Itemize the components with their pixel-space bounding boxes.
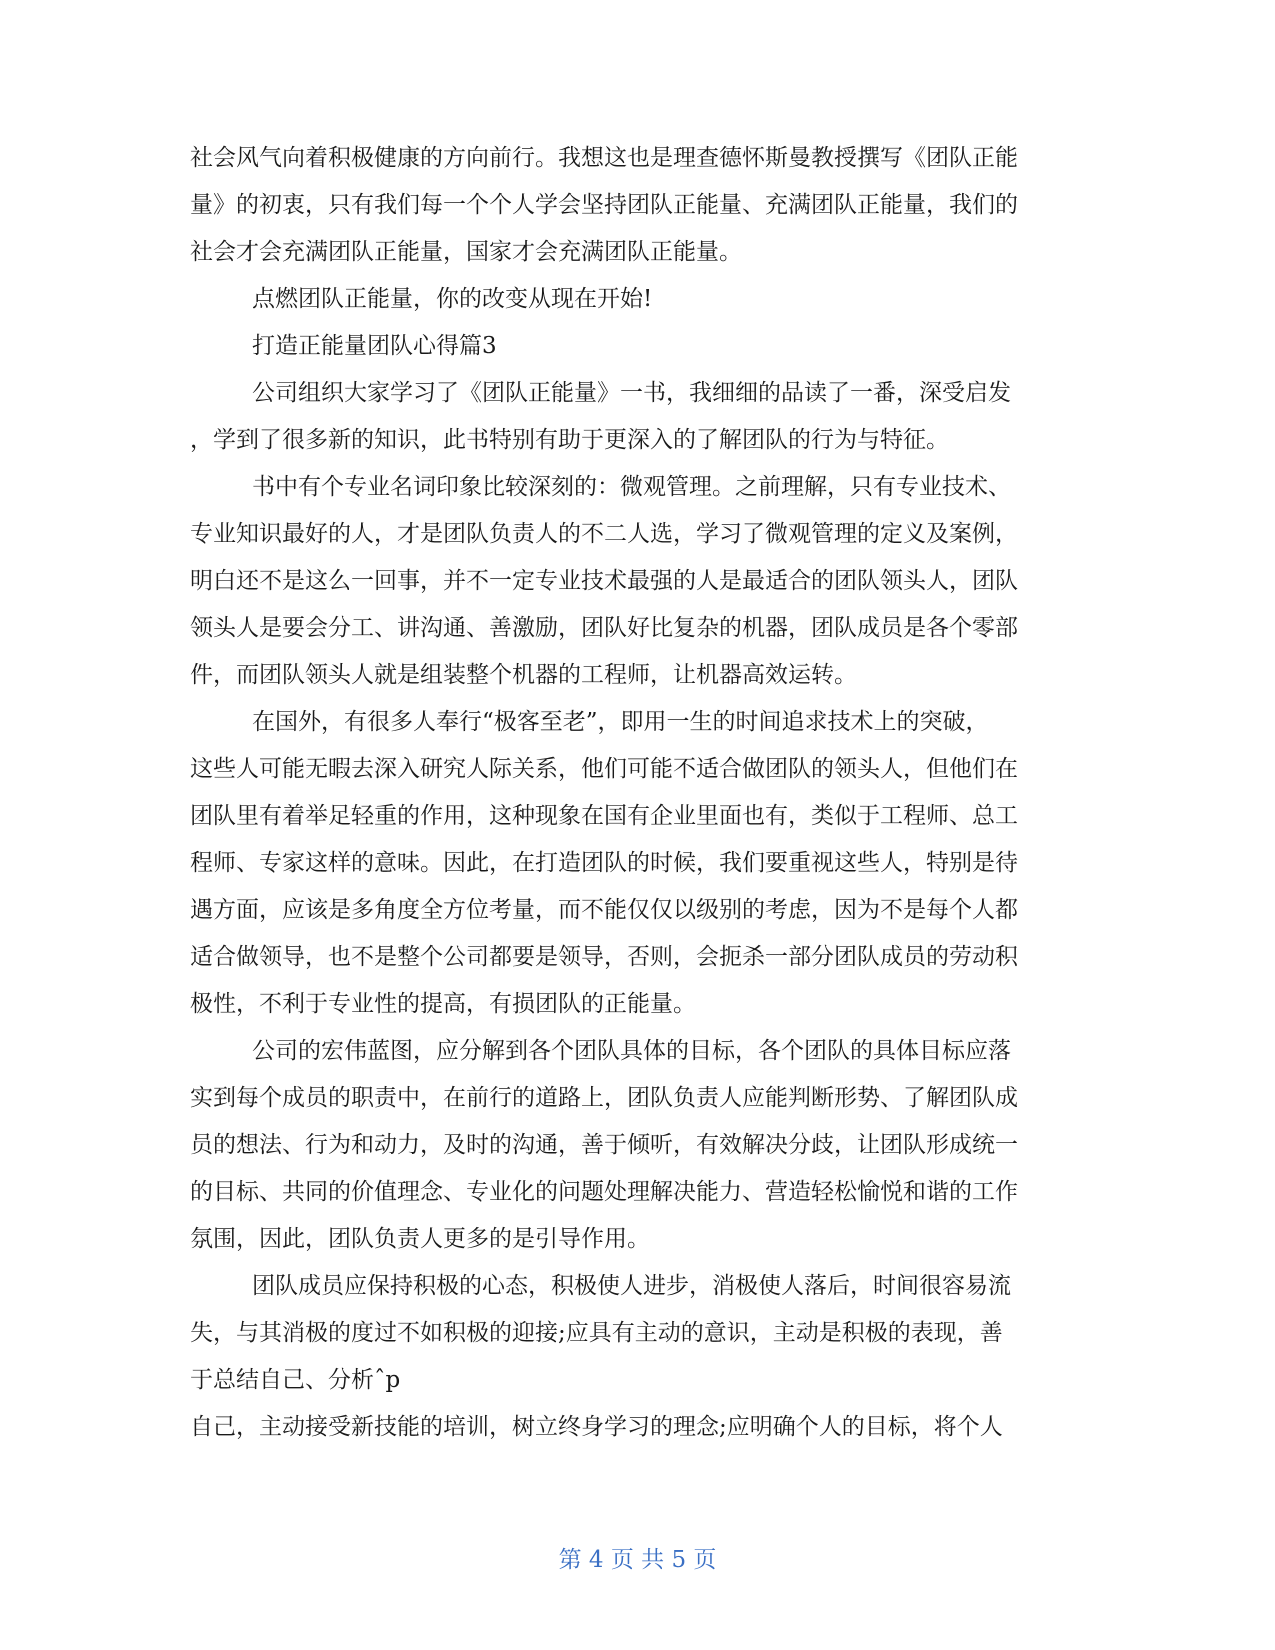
text-line: 适合做领导，也不是整个公司都要是领导，否则，会扼杀一部分团队成员的劳动积 <box>190 944 1018 970</box>
text-line: 这些人可能无暇去深入研究人际关系，他们可能不适合做团队的领头人，但他们在 <box>190 756 1018 782</box>
text-line: 件，而团队领头人就是组装整个机器的工程师，让机器高效运转。 <box>190 662 857 688</box>
text-line: 专业知识最好的人，才是团队负责人的不二人选，学习了微观管理的定义及案例， <box>190 521 1018 547</box>
text-line: 量》的初衷，只有我们每一个个人学会坚持团队正能量、充满团队正能量，我们的 <box>190 192 1018 218</box>
text-line: 明白还不是这么一回事，并不一定专业技术最强的人是最适合的团队领头人，团队 <box>190 568 1018 594</box>
text-line: 在国外，有很多人奉行“极客至老”，即用一生的时间追求技术上的突破， <box>252 709 989 735</box>
text-line: 社会才会充满团队正能量，国家才会充满团队正能量。 <box>190 239 742 265</box>
text-line: 点燃团队正能量，你的改变从现在开始! <box>252 286 653 312</box>
page-number-footer: 第 4 页 共 5 页 <box>558 1547 717 1573</box>
text-line: 公司的宏伟蓝图，应分解到各个团队具体的目标，各个团队的具体目标应落 <box>252 1038 1011 1064</box>
text-line: 实到每个成员的职责中，在前行的道路上，团队负责人应能判断形势、了解团队成 <box>190 1085 1018 1111</box>
text-line: ，学到了很多新的知识，此书特别有助于更深入的了解团队的行为与特征。 <box>190 427 949 453</box>
text-line: 的目标、共同的价值理念、专业化的问题处理解决能力、营造轻松愉悦和谐的工作 <box>190 1179 1018 1205</box>
section-heading: 打造正能量团队心得篇3 <box>252 333 497 359</box>
text-line: 公司组织大家学习了《团队正能量》一书，我细细的品读了一番，深受启发 <box>252 380 1011 406</box>
text-line: 团队里有着举足轻重的作用，这种现象在国有企业里面也有，类似于工程师、总工 <box>190 803 1018 829</box>
text-line: 程师、专家这样的意味。因此，在打造团队的时候，我们要重视这些人，特别是待 <box>190 850 1018 876</box>
text-line: 领头人是要会分工、讲沟通、善激励，团队好比复杂的机器，团队成员是各个零部 <box>190 615 1018 641</box>
text-line: 于总结自己、分析ˆp <box>190 1367 401 1393</box>
text-line: 团队成员应保持积极的心态，积极使人进步，消极使人落后，时间很容易流 <box>252 1273 1011 1299</box>
text-line: 员的想法、行为和动力，及时的沟通，善于倾听，有效解决分歧，让团队形成统一 <box>190 1132 1018 1158</box>
text-line: 遇方面，应该是多角度全方位考量，而不能仅仅以级别的考虑，因为不是每个人都 <box>190 897 1018 923</box>
text-line: 自己，主动接受新技能的培训，树立终身学习的理念;应明确个人的目标，将个人 <box>190 1414 1003 1440</box>
text-line: 社会风气向着积极健康的方向前行。我想这也是理查德怀斯曼教授撰写《团队正能 <box>190 145 1018 171</box>
text-line: 极性，不利于专业性的提高，有损团队的正能量。 <box>190 991 696 1017</box>
text-line: 书中有个专业名词印象比较深刻的：微观管理。之前理解，只有专业技术、 <box>252 474 1011 500</box>
text-line: 氛围，因此，团队负责人更多的是引导作用。 <box>190 1226 650 1252</box>
text-line: 失，与其消极的度过不如积极的迎接;应具有主动的意识，主动是积极的表现，善 <box>190 1320 1003 1346</box>
